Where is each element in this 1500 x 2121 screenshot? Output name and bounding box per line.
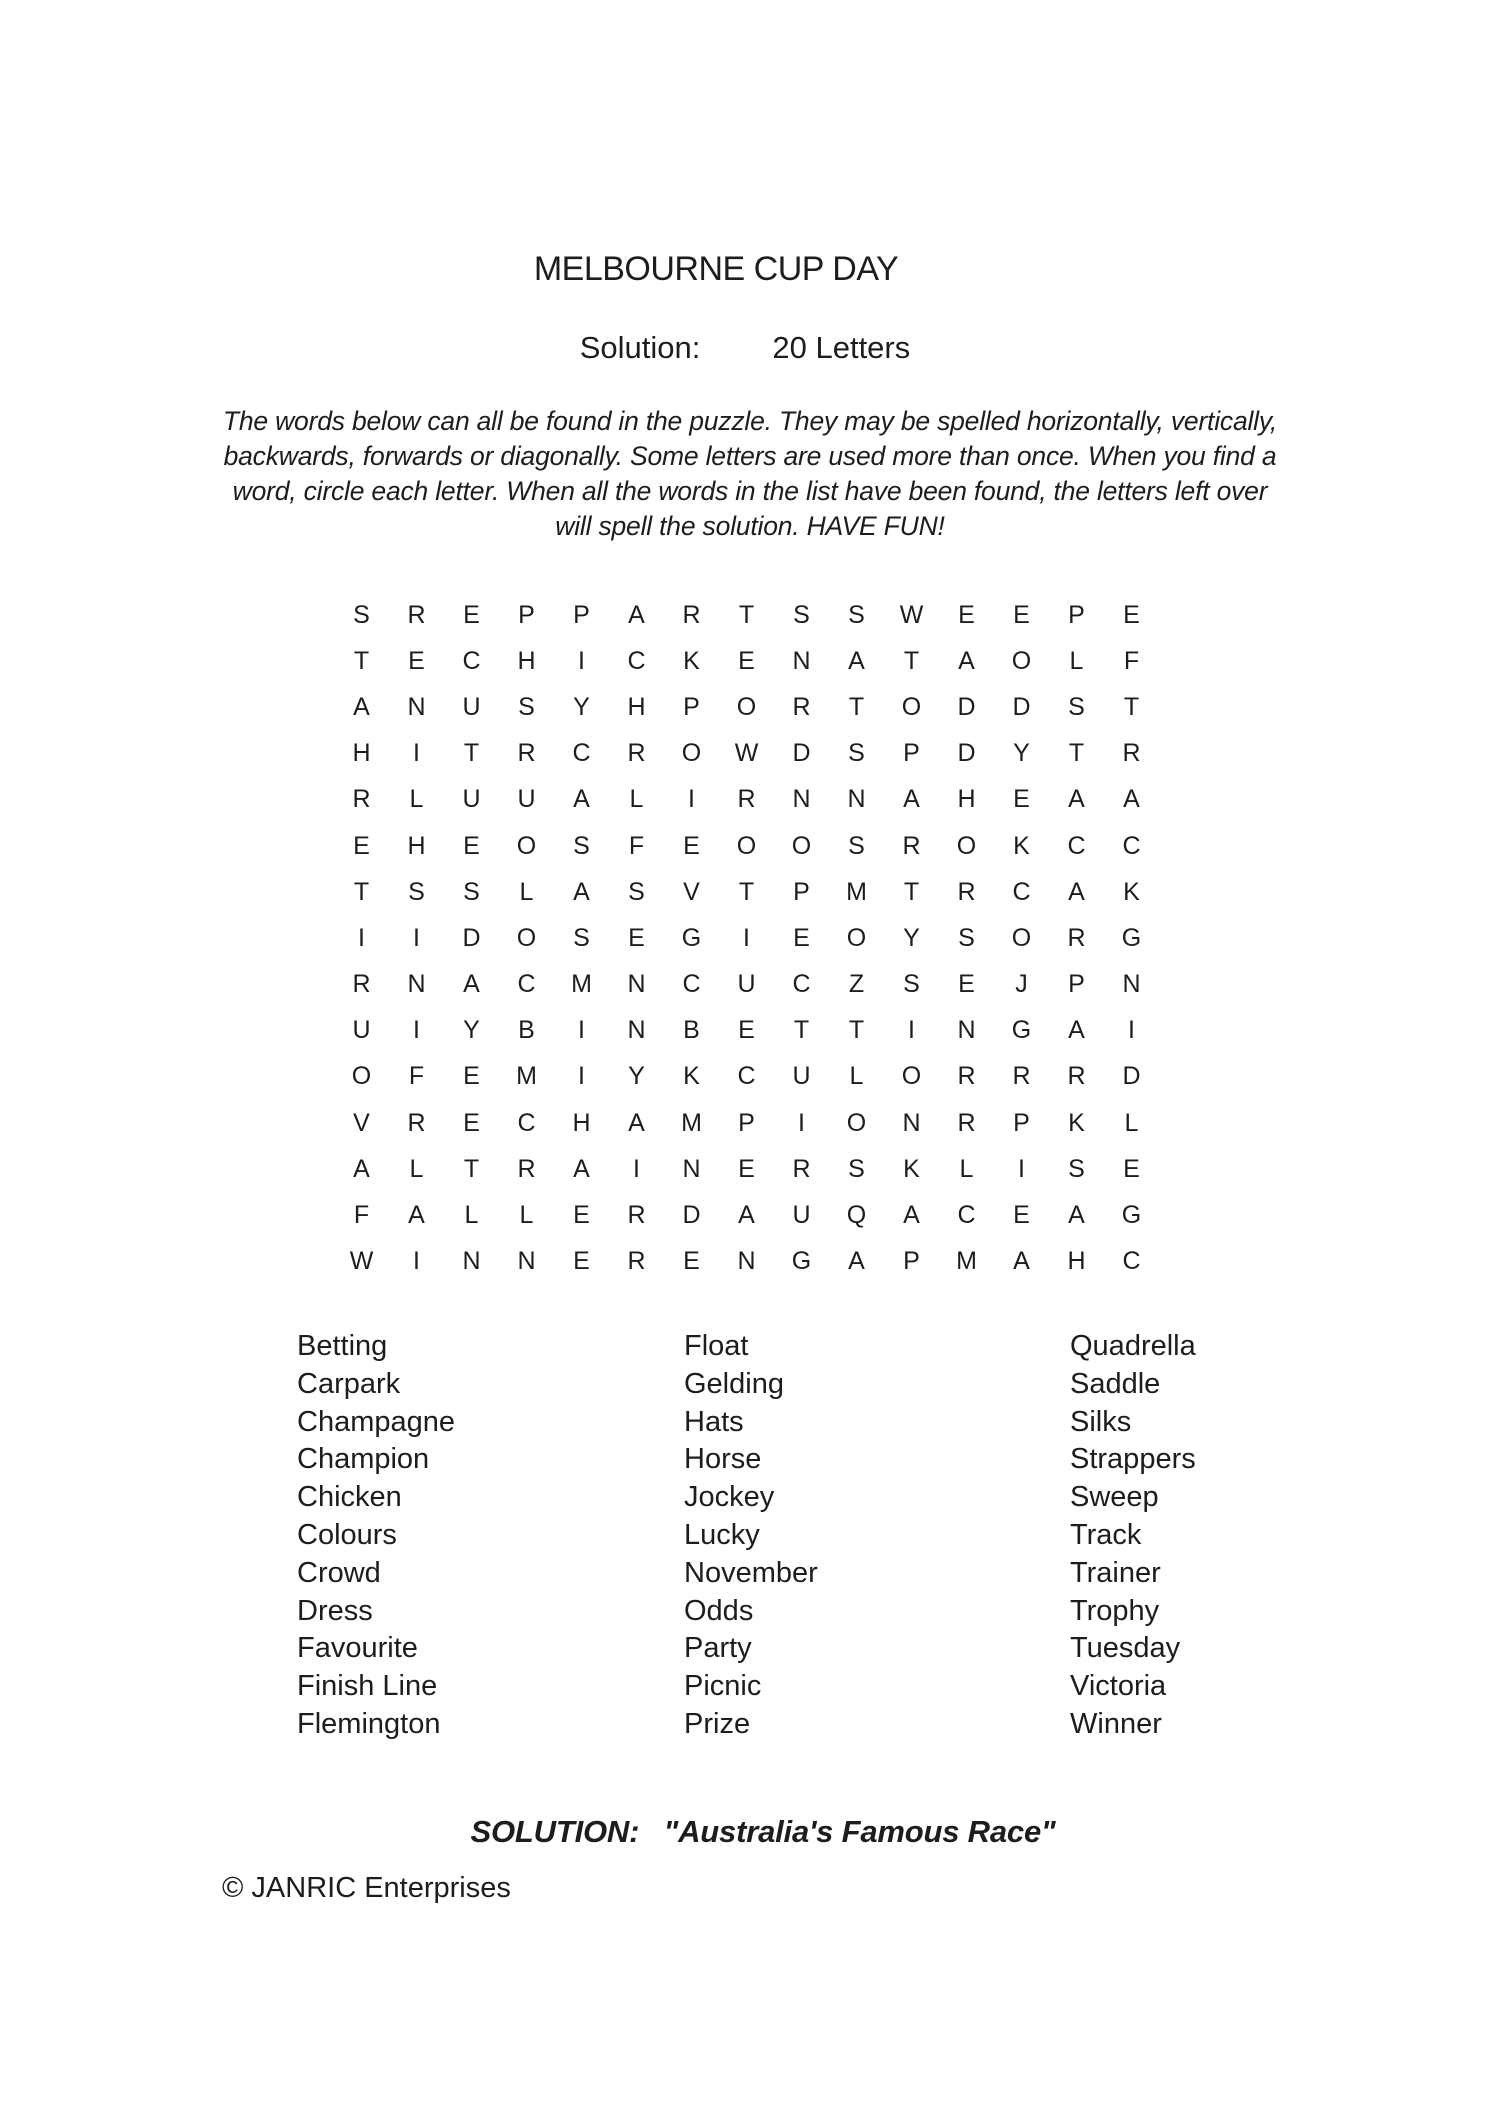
grid-cell: E [353,831,370,860]
grid-cell: I [413,739,420,768]
grid-cell: N [792,785,811,814]
grid-cell: N [902,1108,921,1137]
grid-cell: I [578,1062,585,1091]
grid-cell: C [517,1108,536,1137]
grid-cell: S [903,970,920,999]
grid-cell: S [463,877,480,906]
grid-cell: I [743,923,750,952]
grid-cell: A [848,646,865,675]
grid-cell: K [683,1062,700,1091]
grid-cell: N [847,785,866,814]
solution-answer-label: SOLUTION: [470,1814,640,1849]
instructions-line-3: word, circle each letter. When all the words in the list have been found, the letters left over [232,476,1268,506]
grid-cell: I [578,1016,585,1045]
grid-cell: E [463,600,480,629]
grid-cell: S [1068,1154,1085,1183]
grid-cell: L [409,785,424,814]
grid-cell: O [516,831,537,860]
grid-cell: O [351,1062,372,1091]
grid-cell: L [464,1201,479,1230]
word-list-item: Carpark [297,1367,401,1400]
grid-cell: N [627,1016,646,1045]
grid-cell: R [1067,923,1086,952]
page-title: MELBOURNE CUP DAY [533,250,899,288]
grid-cell: P [793,877,810,906]
grid-cell: H [627,692,646,721]
grid-cell: S [958,923,975,952]
grid-cell: I [413,923,420,952]
grid-cell: Y [628,1062,645,1091]
grid-cell: S [848,831,865,860]
word-list-column-3 [1070,1328,1196,1744]
grid-cell: C [792,970,811,999]
grid-cell: R [957,1108,976,1137]
grid-cell: F [353,1201,370,1230]
grid-cell: R [627,739,646,768]
grid-cell: D [462,923,481,952]
grid-cell: G [1121,1201,1142,1230]
grid-cell: G [1121,923,1142,952]
word-list-item: Lucky [684,1518,760,1551]
grid-cell: R [957,1062,976,1091]
grid-cell: T [463,739,480,768]
word-list-item: Finish Line [297,1670,438,1703]
copyright: © JANRIC Enterprises [222,1872,511,1904]
grid-cell: A [738,1201,755,1230]
grid-cell: S [793,600,810,629]
grid-cell: E [1013,785,1030,814]
grid-cell: D [792,739,811,768]
grid-cell: L [849,1062,864,1091]
grid-cell: N [407,692,426,721]
word-list-item: Favourite [297,1632,418,1665]
grid-cell: Z [848,970,865,999]
grid-cell: F [408,1062,425,1091]
grid-cell: C [462,646,481,675]
grid-cell: N [407,970,426,999]
grid-cell: K [903,1154,920,1183]
grid-cell: Y [463,1016,480,1045]
grid-cell: S [848,1154,865,1183]
word-list-item: Colours [297,1518,397,1551]
grid-cell: E [958,970,975,999]
word-list-item: Chicken [297,1481,402,1514]
grid-cell: T [1123,692,1140,721]
grid-cell: R [407,600,426,629]
grid-cell: S [353,600,370,629]
grid-cell: N [957,1016,976,1045]
grid-cell: A [573,877,590,906]
grid-cell: E [463,1062,480,1091]
grid-cell: C [957,1201,976,1230]
grid-cell: A [353,692,370,721]
grid-cell: O [1011,646,1032,675]
grid-cell: T [793,1016,810,1045]
grid-cell: A [903,785,920,814]
grid-cell: E [1013,1201,1030,1230]
grid-cell: O [516,923,537,952]
grid-cell: Q [846,1201,867,1230]
grid-cell: O [846,923,867,952]
grid-cell: L [409,1154,424,1183]
word-list-item: Sweep [1070,1481,1159,1514]
grid-cell: I [798,1108,805,1137]
grid-cell: I [413,1016,420,1045]
grid-cell: I [688,785,695,814]
grid-cell: I [578,646,585,675]
grid-cell: T [848,1016,865,1045]
grid-cell: V [683,877,700,906]
grid-cell: J [1015,970,1028,999]
grid-cell: O [901,1062,922,1091]
grid-cell: M [846,877,867,906]
grid-cell: C [517,970,536,999]
grid-cell: P [1068,970,1085,999]
grid-cell: S [1068,692,1085,721]
grid-cell: F [628,831,645,860]
grid-cell: O [681,739,702,768]
word-list-item: Victoria [1070,1670,1167,1703]
grid-cell: K [1123,877,1140,906]
grid-cell: Y [1013,739,1030,768]
grid-cell: N [627,970,646,999]
grid-cell: T [738,600,755,629]
word-list-item: Strappers [1070,1443,1196,1476]
grid-cell: O [901,692,922,721]
grid-cell: T [903,646,920,675]
grid-cell: M [571,970,592,999]
grid-cell: V [353,1108,370,1137]
grid-cell: D [957,739,976,768]
grid-cell: A [408,1201,425,1230]
word-list-item: Betting [297,1330,388,1362]
grid-cell: W [734,739,759,768]
grid-cell: R [1012,1062,1031,1091]
grid-cell: R [957,877,976,906]
grid-cell: O [1011,923,1032,952]
grid-cell: P [518,600,535,629]
grid-cell: M [681,1108,702,1137]
grid-cell: P [683,692,700,721]
grid-cell: W [899,600,924,629]
grid-cell: E [1123,600,1140,629]
grid-cell: I [413,1247,420,1276]
grid-cell: D [682,1201,701,1230]
grid-cell: E [463,831,480,860]
grid-cell: S [848,739,865,768]
grid-cell: U [792,1062,811,1091]
grid-cell: A [1013,1247,1030,1276]
grid-cell: P [1013,1108,1030,1137]
grid-cell: E [408,646,425,675]
grid-cell: L [1069,646,1084,675]
grid-cell: T [903,877,920,906]
grid-cell: A [1068,1016,1085,1045]
grid-cell: T [463,1154,480,1183]
grid-cell: A [1068,1201,1085,1230]
grid-cell: A [1068,877,1085,906]
grid-cell: F [1123,646,1140,675]
grid-cell: E [683,831,700,860]
grid-cell: C [572,739,591,768]
grid-cell: C [1122,831,1141,860]
grid-cell: A [848,1247,865,1276]
grid-cell: U [462,692,481,721]
grid-cell: C [1122,1247,1141,1276]
word-list-item: Trainer [1070,1556,1161,1589]
grid-cell: T [353,877,370,906]
grid-cell: R [407,1108,426,1137]
grid-cell: S [573,923,590,952]
word-list-item: Jockey [684,1481,775,1514]
grid-cell: O [956,831,977,860]
grid-cell: R [517,1154,536,1183]
grid-cell: N [1122,970,1141,999]
grid-cell: E [1123,1154,1140,1183]
grid-cell: A [1123,785,1140,814]
grid-cell: S [518,692,535,721]
grid-cell: R [1122,739,1141,768]
grid-cell: L [1124,1108,1139,1137]
grid-cell: R [1067,1062,1086,1091]
word-list-item: Horse [684,1443,762,1476]
grid-cell: L [629,785,644,814]
grid-cell: R [352,970,371,999]
grid-cell: G [681,923,702,952]
grid-cell: A [353,1154,370,1183]
grid-cell: R [352,785,371,814]
grid-cell: R [517,739,536,768]
grid-cell: L [959,1154,974,1183]
grid-cell: N [682,1154,701,1183]
solution-answer-text: "Australia's Famous Race" [663,1814,1056,1849]
grid-cell: R [627,1247,646,1276]
instructions [38,404,1462,544]
grid-cell: P [573,600,590,629]
grid-cell: T [848,692,865,721]
grid-cell: R [682,600,701,629]
word-list-item: Gelding [684,1367,784,1400]
word-list-item: Trophy [1070,1594,1160,1627]
grid-cell: H [517,646,536,675]
word-list-item: Champagne [297,1405,455,1438]
grid-cell: A [628,1108,645,1137]
grid-cell: H [957,785,976,814]
grid-cell: G [1011,1016,1032,1045]
grid-cell: N [462,1247,481,1276]
grid-cell: N [792,646,811,675]
grid-cell: U [352,1016,371,1045]
grid-cell: A [573,1154,590,1183]
grid-cell: E [793,923,810,952]
grid-cell: C [1012,877,1031,906]
grid-cell: E [738,646,755,675]
grid-cell: E [573,1247,590,1276]
grid-cell: H [572,1108,591,1137]
grid-cell: O [846,1108,867,1137]
grid-cell: S [408,877,425,906]
word-list-item: Quadrella [1070,1330,1196,1362]
word-list-item: Dress [297,1594,373,1627]
grid-cell: C [682,970,701,999]
word-list-item: Silks [1070,1405,1132,1438]
grid-cell: W [349,1247,374,1276]
grid-cell: C [627,646,646,675]
grid-cell: P [1068,600,1085,629]
grid-cell: L [519,877,534,906]
grid-cell: U [462,785,481,814]
grid-cell: E [1013,600,1030,629]
grid-cell: I [1018,1154,1025,1183]
word-list-item: Champion [297,1443,430,1476]
grid-cell: H [407,831,426,860]
word-list-item: Picnic [684,1670,762,1703]
grid-cell: T [353,646,370,675]
grid-cell: N [517,1247,536,1276]
solution-letter-count: 20 Letters [772,330,911,365]
grid-cell: O [736,692,757,721]
grid-cell: S [573,831,590,860]
grid-cell: I [1128,1016,1135,1045]
grid-cell: K [1013,831,1030,860]
grid-cell: R [737,785,756,814]
grid-cell: K [1068,1108,1085,1137]
word-list-item: Winner [1070,1707,1162,1740]
word-list-item: Saddle [1070,1367,1161,1400]
grid-cell: E [738,1154,755,1183]
instructions-line-1: The words below can all be found in the puzzle. They may be spelled horizontally, vertically, [222,406,1278,436]
grid-cell: E [628,923,645,952]
grid-cell: B [683,1016,700,1045]
grid-cell: T [738,877,755,906]
grid-cell: R [902,831,921,860]
word-list-item: Prize [684,1707,751,1740]
grid-cell: S [628,877,645,906]
grid-cell: E [738,1016,755,1045]
word-search-grid [334,592,1159,1285]
grid-cell: A [958,646,975,675]
solution-label: Solution: [579,330,701,365]
grid-cell: K [683,646,700,675]
instructions-line-4: will spell the solution. HAVE FUN! [555,511,945,541]
grid-cell: O [791,831,812,860]
solution-meta [0,331,1490,365]
grid-cell: D [1122,1062,1141,1091]
solution-answer [0,1814,1500,1850]
word-list-item: Hats [684,1405,744,1438]
word-list-item: Track [1070,1518,1142,1551]
word-list-item: Float [684,1330,749,1362]
word-list-item: Party [684,1632,752,1665]
grid-cell: H [1067,1247,1086,1276]
grid-cell: M [956,1247,977,1276]
grid-cell: E [463,1108,480,1137]
grid-cell: E [958,600,975,629]
grid-cell: B [518,1016,535,1045]
grid-cell: E [573,1201,590,1230]
word-list-column-1 [297,1328,455,1744]
grid-cell: T [1068,739,1085,768]
grid-cell: A [1068,785,1085,814]
grid-cell: D [957,692,976,721]
word-list-item: November [684,1556,818,1589]
word-list-item: Crowd [297,1556,381,1589]
word-list-item: Flemington [297,1707,441,1740]
grid-cell: M [516,1062,537,1091]
grid-cell: D [1012,692,1031,721]
grid-cell: E [683,1247,700,1276]
grid-cell: R [792,692,811,721]
grid-cell: S [848,600,865,629]
grid-cell: C [1067,831,1086,860]
grid-cell: U [517,785,536,814]
grid-cell: P [903,1247,920,1276]
grid-cell: C [737,1062,756,1091]
word-list-column-2 [684,1328,818,1744]
grid-cell: P [738,1108,755,1137]
grid-cell: R [792,1154,811,1183]
instructions-line-2: backwards, forwards or diagonally. Some letters are used more than once. When you find a [223,441,1277,471]
word-list-item: Odds [684,1594,754,1627]
grid-cell: A [628,600,645,629]
grid-cell: P [903,739,920,768]
grid-cell: U [792,1201,811,1230]
grid-cell: A [463,970,480,999]
grid-cell: U [737,970,756,999]
grid-cell: L [519,1201,534,1230]
grid-cell: Y [903,923,920,952]
grid-cell: G [791,1247,812,1276]
grid-cell: N [737,1247,756,1276]
word-list-item: Tuesday [1070,1632,1181,1665]
grid-cell: A [573,785,590,814]
grid-cell: R [627,1201,646,1230]
grid-cell: I [633,1154,640,1183]
grid-cell: H [352,739,371,768]
grid-cell: O [736,831,757,860]
grid-cell: I [358,923,365,952]
grid-cell: I [908,1016,915,1045]
grid-cell: Y [573,692,590,721]
grid-cell: A [903,1201,920,1230]
